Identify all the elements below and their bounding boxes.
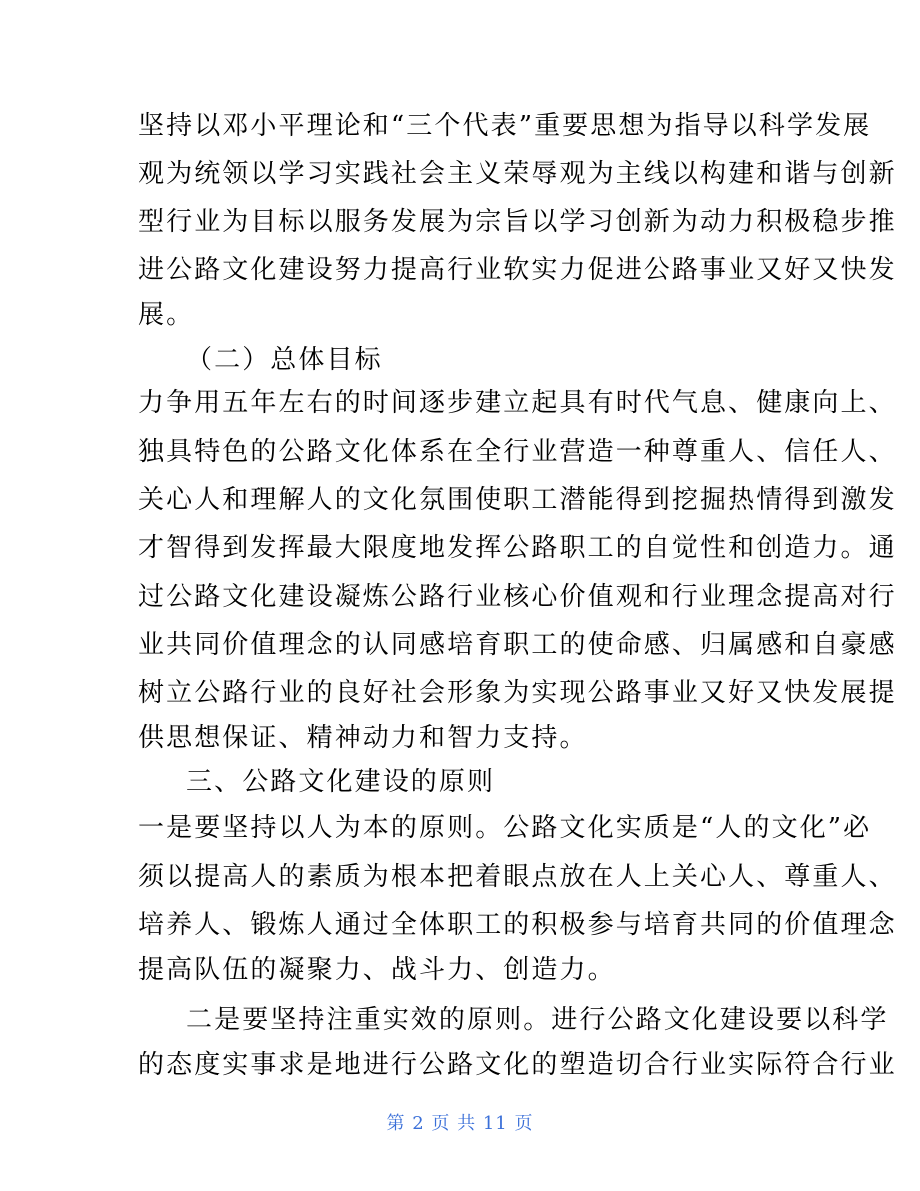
text-line-4: 进公路文化建设努力提高行业软实力促进公路事业又好又快发: [138, 255, 897, 285]
text-line-21: 的态度实事求是地进行公路文化的塑造切合行业实际符合行业: [138, 1050, 897, 1080]
text-line-9: 关心人和理解人的文化氛围使职工潜能得到挖掘热情得到激发: [138, 485, 897, 515]
page-number-footer: 第 2 页 共 11 页: [386, 1113, 534, 1134]
text-line-1: 坚持以邓小平理论和“三个代表”重要思想为指导以科学发展: [138, 111, 872, 141]
text-line-16: 一是要坚持以人为本的原则。公路文化实质是“人的文化”必: [138, 813, 872, 843]
section-heading-overall-goal: （二）总体目标: [186, 345, 383, 375]
text-line-12: 业共同价值理念的认同感培育职工的使命感、归属感和自豪感: [138, 630, 897, 660]
text-line-10: 才智得到发挥最大限度地发挥公路职工的自觉性和创造力。通: [138, 533, 897, 563]
text-line-7: 力争用五年左右的时间逐步建立起具有时代气息、健康向上、: [138, 388, 897, 418]
text-line-18: 培养人、锻炼人通过全体职工的积极参与培育共同的价值理念: [138, 910, 897, 940]
text-line-14: 供思想保证、精神动力和智力支持。: [138, 723, 588, 753]
text-line-19: 提高队伍的凝聚力、战斗力、创造力。: [138, 955, 616, 985]
section-heading-principles: 三、公路文化建设的原则: [186, 767, 496, 797]
text-line-13: 树立公路行业的良好社会形象为实现公路事业又好又快发展提: [138, 678, 897, 708]
text-line-2: 观为统领以学习实践社会主义荣辱观为主线以构建和谐与创新: [138, 159, 897, 189]
text-line-17: 须以提高人的素质为根本把着眼点放在人上关心人、尊重人、: [138, 862, 897, 892]
text-line-20: 二是要坚持注重实效的原则。进行公路文化建设要以科学: [186, 1005, 889, 1035]
text-line-8: 独具特色的公路文化体系在全行业营造一种尊重人、信任人、: [138, 437, 897, 467]
text-line-5: 展。: [138, 300, 195, 330]
text-line-3: 型行业为目标以服务发展为宗旨以学习创新为动力积极稳步推: [138, 207, 897, 237]
text-line-11: 过公路文化建设凝炼公路行业核心价值观和行业理念提高对行: [138, 582, 897, 612]
